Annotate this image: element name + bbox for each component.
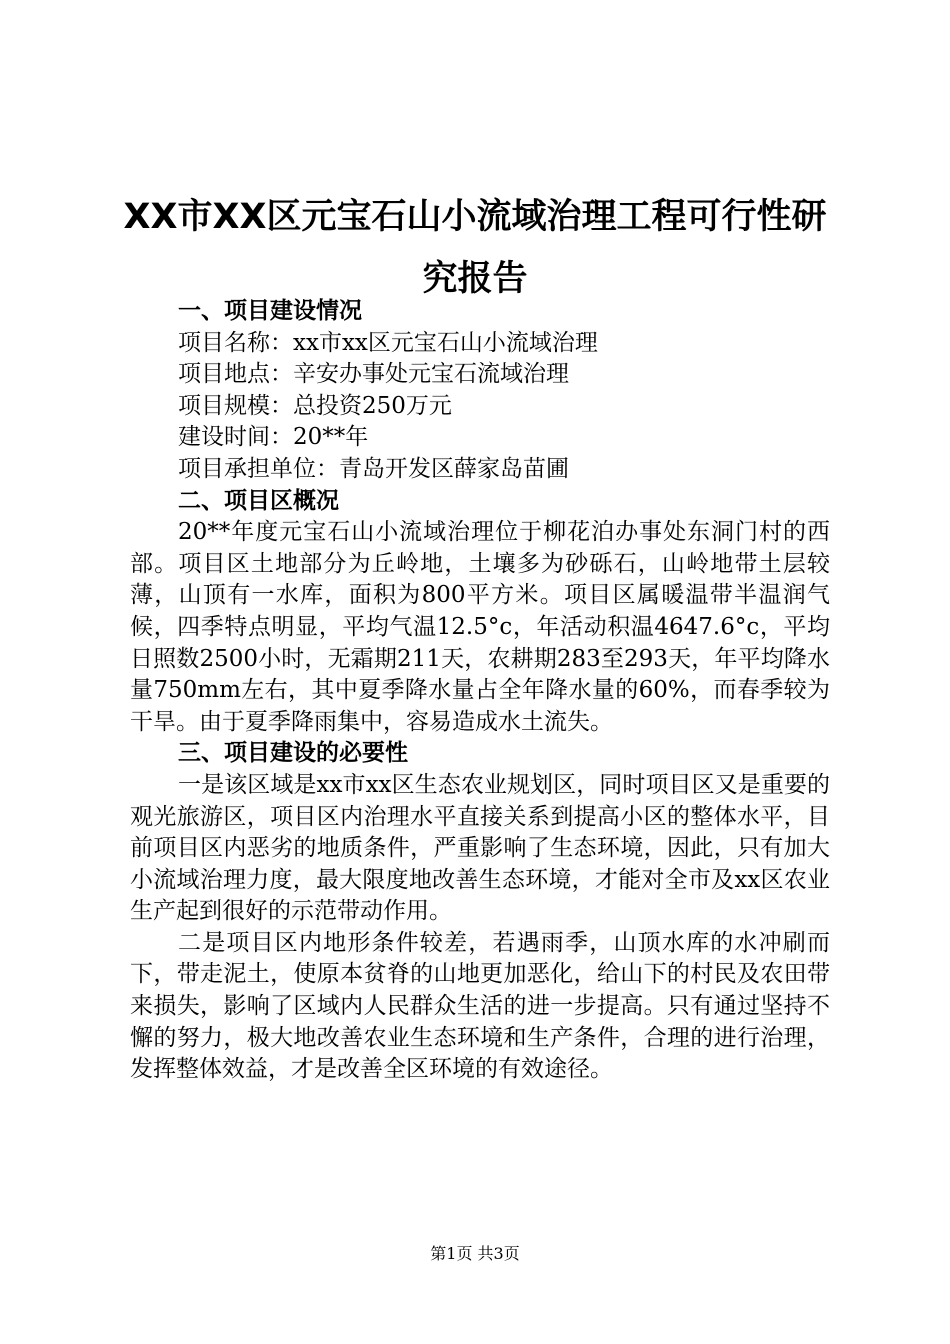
section-heading-project-overview: 一、项目建设情况 (178, 298, 362, 324)
info-project-location: 项目地点：辛安办事处元宝石流域治理 (178, 361, 569, 388)
info-construction-time: 建设时间：20**年 (178, 424, 369, 451)
info-project-scale: 项目规模：总投资250万元 (178, 392, 452, 419)
paragraph-necessity-1: 一是该区域是xx市xx区生态农业规划区，同时项目区又是重要的观光旅游区，项目区内治理水平直接关系到提高小区的整体水平，目前项目区内恶劣的地质条件，严重影响了生态环境，因此，只有加大小流域治理力度，最大限度地改善生态环境，才能对全市及xx区农业生产起到很好的示范带动作用。 (130, 771, 830, 925)
paragraph-area-overview: 20**年度元宝石山小流域治理位于柳花泊办事处东洞门村的西部。项目区土地部分为丘岭地，土壤多为砂砾石，山岭地带土层较薄，山顶有一水库，面积为800平方米。项目区属暖温带半温润气候，四季特点明显，平均气温12.5°c，年活动积温4647.6°c，平均日照数2500小时，无霜期211天，农耕期283至293天，年平均降水量750mm左右，其中夏季降水量占全年降水量的60%，而春季较为干旱。由于夏季降雨集中，容易造成水土流失。 (130, 519, 830, 735)
document-title: XX市XX区元宝石山小流域治理工程可行性研究报告 (123, 197, 827, 299)
section-heading-area-overview: 二、项目区概况 (178, 487, 339, 514)
section-heading-necessity: 三、项目建设的必要性 (178, 740, 408, 767)
paragraph-necessity-2: 二是项目区内地形条件较差，若遇雨季，山顶水库的水冲刷而下，带走泥土，使原本贫脊的山地更加恶化，给山下的村民及农田带来损失，影响了区域内人民群众生活的进一步提高。只有通过坚持不懈的努力，极大地改善农业生态环境和生产条件，合理的进行治理，发挥整体效益，才是改善全区环境的有效途径。 (130, 929, 830, 1083)
document-body (130, 296, 830, 1086)
info-responsible-unit: 项目承担单位：青岛开发区薛家岛苗圃 (178, 455, 569, 482)
info-project-name: 项目名称：xx市xx区元宝石山小流域治理 (178, 329, 598, 356)
page-number-footer: 第1页 共3页 (430, 1244, 520, 1263)
